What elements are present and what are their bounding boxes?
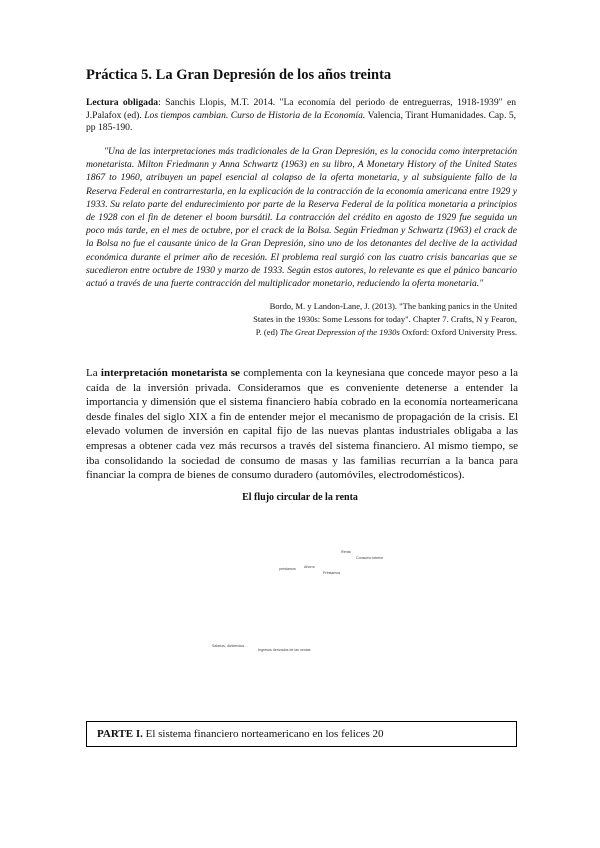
flow-label-consumo-interior: Consumo interior (356, 556, 384, 560)
quote-block: "Una de las interpretaciones más tradicionales de la Gran Depresión, es la conocida como interpretación monetarista. Milton Friedmann y Anna Schwartz (1963) en su libro, A Monetary History of the United States 1867 to 1960, atribuyen un papel esencial al colapso de la oferta monetaria, y al subsiguiente fallo de la Reserva Federal en contrarrestarla, en la explicación de la contracción de la economía americana entre 1929 y 1933. Su relato parte del endurecimiento por parte de la Reserva Federal de la política monetaria a principios de 1928 con el fin de detener el boom bursátil. La contracción del crédito en agosto de 1929 fue seguida un poco más tarde, en el mes de octubre, por el crack de la Bolsa. Según Friedman y Schwartz (1963) el crack de la Bolsa no fue el causante único de la Gran Depresión, sino uno de los detonantes del declive de la actividad económica durante el primer año de recesión. El problema real surgió con las cuatro crisis bancarias que se sucedieron entre octubre de 1930 y marzo de 1933. Según estos autores, lo relevante es que el pánico bancario actuó a través de una fuerte contracción del multiplicador monetario, reduciendo la oferta monetaria." (86, 146, 517, 290)
paragraph-lead: La (86, 367, 101, 379)
flow-label-prestamos: préstamos (279, 567, 296, 571)
parte-text: El sistema financiero norteamericano en los felices 20 (142, 728, 384, 740)
flow-label-prestamos-2: Préstamos (323, 571, 341, 575)
flow-label-ingresos: Ingresos derivados de las ventas (258, 648, 311, 652)
page-title: Práctica 5. La Gran Depresión de los años treinta (86, 67, 392, 83)
quote-citation (252, 300, 517, 339)
reading-text: : Sanchis Llopis, M.T. 2014. "La economía del periodo de entreguerras, 1918-1939" en J.Palafox (ed). (86, 97, 517, 121)
body-paragraph (86, 366, 518, 483)
reading-label: Lectura obligada (86, 97, 159, 108)
citation-tail: Oxford: Oxford University Press. (399, 327, 517, 337)
flow-diagram-title: El flujo circular de la renta (242, 492, 358, 503)
reading-book-title: Los tiempos cambian. Curso de Historia de la Economía. (144, 109, 366, 121)
parte-label: PARTE I. (97, 728, 143, 740)
reading-tail: Valencia, Tirant Humanidades. Cap. 5, pp 185-190. (86, 109, 517, 133)
section-box-parte-1 (86, 721, 517, 747)
citation-text: Bordo, M. y Landon-Lane, J. (2013). "The banking panics in the United States in the 1930s: Some Lessons for today". Chapter 7. Crafts, N y Fearon, P. (ed) (253, 301, 517, 337)
flow-label-renta: Renta (341, 550, 351, 554)
flow-label-salarios: Salarios, dividendos… (212, 644, 248, 648)
paragraph-text: complementa con la keynesiana que concede mayor peso a la caída de la inversión privada. Consideramos que es conveniente detenerse a entender la importancia y dimensión que el sistema financiero había cobrado en la economía norteamericana desde finales del siglo XIX a fin de entender mejor el mecanismo de propagación de la crisis. El elevado volumen de inversión en capital fijo de las nuevas plantas industriales obligaba a las empresas a obtener cada vez más recursos a través del sistema financiero. Al mismo tiempo, se iba consolidando la sociedad de consumo de masas y las familias recurrían a la banca para financiar la compra de bienes de consumo duradero (automóviles, electrodomésticos). (86, 367, 518, 482)
paragraph-bold: interpretación monetarista se (100, 367, 240, 379)
citation-book-title: The Great Depression of the 1930s (279, 327, 400, 337)
flow-label-ahorro: Ahorro (304, 565, 315, 569)
required-reading (86, 97, 516, 135)
